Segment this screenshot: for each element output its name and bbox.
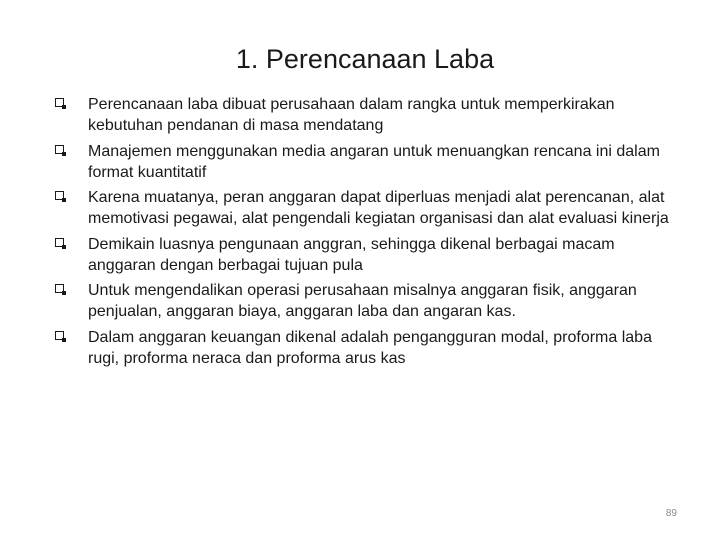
square-bullet-icon [55,331,64,340]
bullet-item [54,187,674,229]
bullet-text: Manajemen menggunakan media angaran untuk menuangkan rencana ini dalam format kuantitatif [88,142,660,181]
bullet-item [54,141,674,183]
slide-title: 1. Perencanaan Laba [235,44,495,74]
square-bullet-icon [55,145,64,154]
bullet-text: Demikain luasnya pengunaan anggran, sehingga dikenal berbagai macam anggaran dengan berbagai tujuan pula [88,235,615,274]
square-bullet-icon [55,191,64,200]
bullet-list [54,94,674,373]
bullet-item [54,234,674,276]
page-number: 89 [665,508,677,519]
bullet-text: Karena muatanya, peran anggaran dapat diperluas menjadi alat perencanan, alat memotivasi pegawai, alat pengendali kegiatan organisasi dan alat evaluasi kinerja [88,189,669,227]
bullet-item [54,327,674,369]
bullet-text: Untuk mengendalikan operasi perusahaan misalnya anggaran fisik, anggaran penjualan, anggaran biaya, anggaran laba dan angaran kas. [88,282,637,320]
bullet-text: Dalam anggaran keuangan dikenal adalah pengangguran modal, proforma laba rugi, proforma neraca dan proforma arus kas [88,328,652,367]
square-bullet-icon [55,284,64,293]
square-bullet-icon [55,238,64,247]
square-bullet-icon [55,98,64,107]
bullet-item [54,280,674,322]
bullet-text: Perencanaan laba dibuat perusahaan dalam rangka untuk memperkirakan kebutuhan pendanan di masa mendatang [88,96,615,134]
bullet-item [54,94,674,136]
